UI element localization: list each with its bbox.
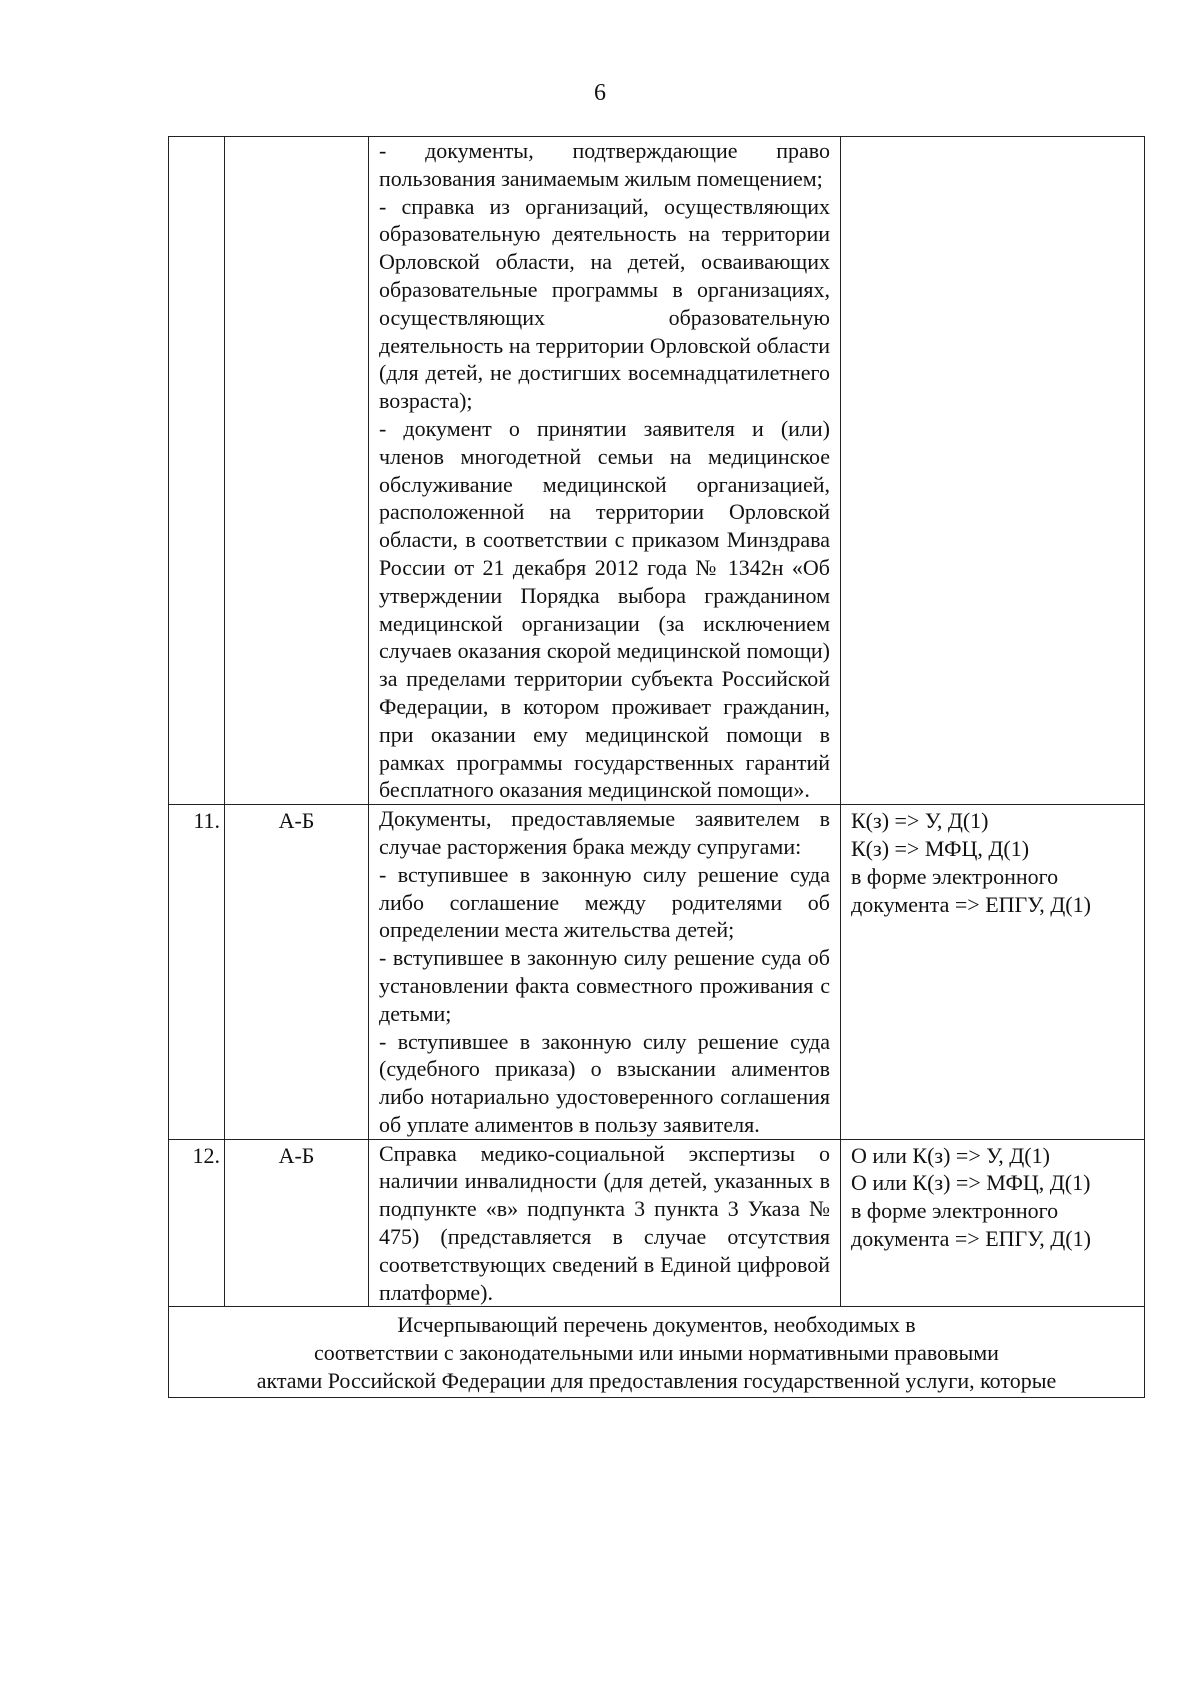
row-submission-methods [841, 805, 1145, 1140]
document-paragraph: - документ о принятии заявителя и (или) членов многодетной семьи на медицинское обслуживание медицинской организацией, расположенной на территории Орловской области, в соответствии с приказом Минздрава России от 21 декабря 2012 года № 1342н «Об утверждении Порядка выбора гражданином медицинской организации (за исключением случаев оказания скорой медицинской помощи) за пределами территории субъекта Российской Федерации, в котором проживает гражданин, при оказании ему медицинской помощи в рамках программы государственных гарантий бесплатного оказания медицинской помощи». [379, 415, 830, 803]
table-row [169, 805, 1145, 1140]
section-heading-line: актами Российской Федерации для предоставления государственной услуги, которые [256, 1368, 1057, 1394]
submission-method: О или К(з) => МФЦ, Д(1) [851, 1170, 1091, 1196]
document-paragraph: - документы, подтверждающие право пользования занимаемым жилым помещением; [379, 138, 830, 191]
section-heading [169, 1307, 1145, 1397]
document-paragraph: Справка медико-социальной экспертизы о наличии инвалидности (для детей, указанных в подпункте «в» подпункта 3 пункта 3 Указа № 475) (представляется в случае отсутствия соответствующих сведений в Единой цифровой платформе). [379, 1140, 830, 1305]
row-documents [369, 805, 841, 1140]
submission-method: в форме электронного [851, 1198, 1059, 1224]
document-paragraph: - вступившее в законную силу решение суда (судебного приказа) о взыскании алиментов либо нотариально удостоверенного соглашения об уплате алиментов в пользу заявителя. [379, 1028, 830, 1137]
document-paragraph: - вступившее в законную силу решение суда либо соглашение между родителями об определении места жительства детей; [379, 861, 830, 943]
row-documents [369, 137, 841, 805]
row-submission-methods [841, 1139, 1145, 1307]
table-row [169, 137, 1145, 805]
submission-method: К(з) => МФЦ, Д(1) [851, 835, 1030, 861]
submission-method: О или К(з) => У, Д(1) [851, 1142, 1050, 1168]
row-number: 11. [169, 805, 225, 1140]
row-submission-methods [841, 137, 1145, 805]
row-category: А-Б [225, 1139, 369, 1307]
submission-method: в форме электронного [851, 863, 1059, 889]
table-row [169, 1139, 1145, 1307]
document-paragraph: - вступившее в законную силу решение суда об установлении факта совместного проживания с детьми; [379, 945, 830, 1026]
document-paragraph: - справка из организаций, осуществляющих образовательную деятельность на территории Орловской области, на детей, осваивающих образовательные программы в организациях, осуществляющих образовательную деятельность на территории Орловской области (для детей, не достигших восемнадцатилетнего возраста); [379, 193, 830, 414]
submission-method: документа => ЕПГУ, Д(1) [851, 891, 1091, 917]
row-number [169, 137, 225, 805]
section-heading-line: соответствии с законодательными или иными нормативными правовыми [314, 1340, 999, 1366]
row-category [225, 137, 369, 805]
documents-table [168, 136, 1145, 1398]
submission-method: документа => ЕПГУ, Д(1) [851, 1226, 1091, 1252]
row-number: 12. [169, 1139, 225, 1307]
page-number: 6 [594, 80, 606, 106]
submission-method: К(з) => У, Д(1) [851, 808, 989, 834]
row-documents [369, 1139, 841, 1307]
section-heading-line: Исчерпывающий перечень документов, необходимых в [397, 1312, 916, 1338]
document-paragraph: Документы, предоставляемые заявителем в случае расторжения брака между супругами: [379, 806, 830, 859]
section-heading-row [169, 1307, 1145, 1397]
row-category: А-Б [225, 805, 369, 1140]
